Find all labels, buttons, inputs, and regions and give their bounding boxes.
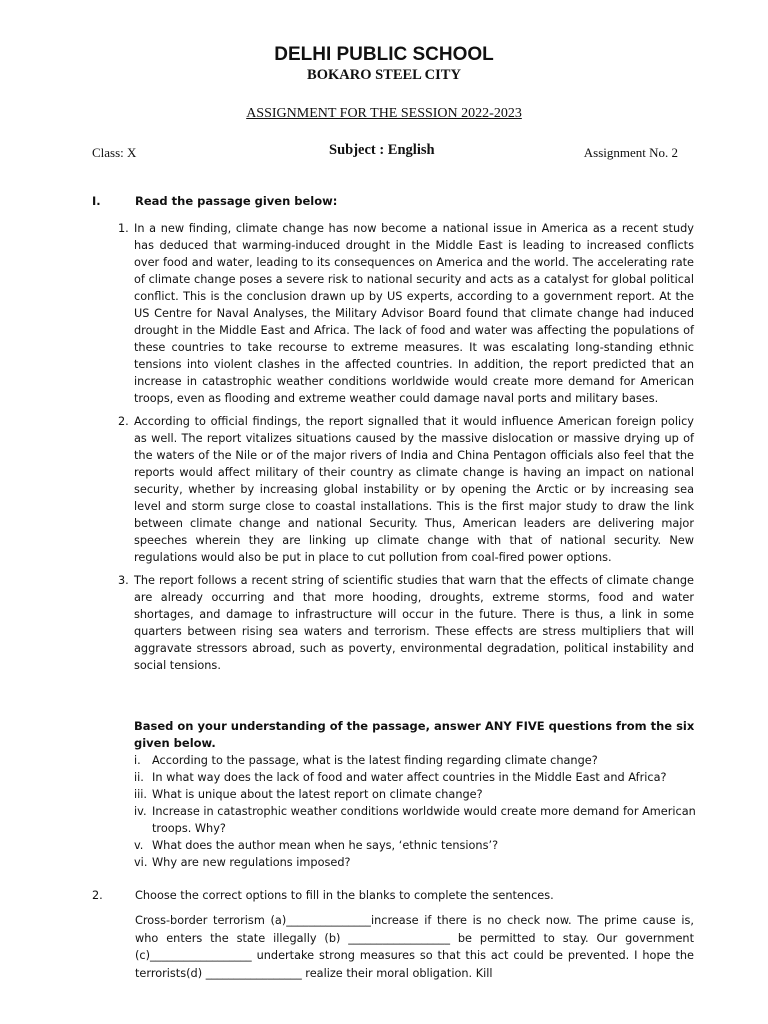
question-text: Increase in catastrophic weather conditions worldwide would create more demand for American troops. Why?	[152, 805, 696, 835]
question-item	[134, 803, 700, 837]
question-number: i.	[134, 754, 141, 767]
question-item	[134, 854, 700, 871]
questions-heading: Based on your understanding of the passage, answer ANY FIVE questions from the six given below.	[134, 719, 695, 750]
meta-row	[92, 142, 686, 162]
school-name: DELHI PUBLIC SCHOOL	[274, 44, 494, 65]
paragraph-text: According to official findings, the report signalled that it would influence American foreign policy as well. The report vitalizes situations caused by the massive dislocation or massive drying up of the waters of the Nile or of the major rivers of India and China Pentagon officials also feel that the reports would affect military of their country as climate change is having an impact on national security, whether by increasing global instability or by opening the Arctic or by increasing sea level and storm surge close to coastal installations. This is the first major study to draw the link between climate change and national Security. Thus, American leaders are delivering major speeches wherein they are linking up climate change with that of national security. New regulations would also be put in place to cut pollution from coal-fired power options.	[134, 415, 694, 564]
paragraph-text: In a new finding, climate change has now become a national issue in America as a recent study has deduced that warming-induced drought in the Middle East is leading to increased conflicts over food and water, leading to its consequences on America and the world. The accelerating rate of climate change poses a severe risk to national security and acts as a catalyst for global political conflict. This is the conclusion drawn up by US experts, according to a government report. At the US Centre for Naval Analyses, the Military Advisor Board found that climate change had induced drought in the Middle East and Africa. The lack of food and water was affecting the populations of these countries to take recourse to extreme measures. It was escalating long-standing ethnic tensions into violent clashes in the affected countries. In addition, the report predicted that an increase in catastrophic weather conditions worldwide would create more demand for American troops, even as flooding and extreme weather could damage naval ports and military bases.	[134, 222, 694, 405]
paragraph-number: 3.	[118, 574, 129, 587]
question-text: What is unique about the latest report on climate change?	[152, 788, 483, 801]
section-1-number: I.	[92, 194, 101, 208]
section-2-instruction: Choose the correct options to fill in the blanks to complete the sentences.	[135, 889, 554, 902]
question-item	[134, 769, 700, 786]
fill-in-the-blanks-passage: Cross-border terrorism (a)_______________increase if there is no check now. The prime cause is, who enters the state illegally (b) __________________ be permitted to stay. Our government (c)__________________ undertake strong measures so that this act could be prevented. I hope the terrorists(d) _________________ realize their moral obligation. Kill	[135, 914, 694, 980]
section-1-title: Read the passage given below:	[135, 194, 338, 208]
passage-paragraph	[118, 220, 694, 407]
passage-paragraph	[118, 413, 694, 566]
question-number: vi.	[134, 856, 148, 869]
subject-label: Subject : English	[329, 142, 435, 158]
paragraph-text: The report follows a recent string of scientific studies that warn that the effects of climate change are already occurring and that more hooding, droughts, extreme storms, food and water shortages, and damage to infrastructure will occur in the future. There is thus, a link in some quarters between rising sea waters and terrorism. These effects are stress multipliers that will aggravate stressors abroad, such as poverty, environmental degradation, political instability and social tensions.	[134, 574, 694, 672]
assignment-number: Assignment No. 2	[583, 145, 678, 160]
question-item	[134, 752, 700, 769]
assignment-title: ASSIGNMENT FOR THE SESSION 2022-2023	[246, 106, 522, 121]
question-number: ii.	[134, 771, 144, 784]
question-text: What does the author mean when he says, ‘ethnic tensions’?	[152, 839, 499, 852]
question-text: According to the passage, what is the latest finding regarding climate change?	[152, 754, 598, 767]
question-item	[134, 837, 700, 854]
question-text: In what way does the lack of food and water affect countries in the Middle East and Africa?	[152, 771, 667, 784]
question-item	[134, 786, 700, 803]
reading-passage	[118, 220, 694, 680]
class-label: Class: X	[92, 145, 137, 160]
questions-block	[134, 718, 700, 871]
question-number: iii.	[134, 788, 148, 801]
paragraph-number: 1.	[118, 222, 129, 235]
question-number: iv.	[134, 805, 147, 818]
question-number: v.	[134, 839, 144, 852]
passage-paragraph	[118, 572, 694, 674]
school-city: BOKARO STEEL CITY	[307, 67, 461, 83]
section-2-number: 2.	[92, 889, 103, 902]
paragraph-number: 2.	[118, 415, 129, 428]
question-text: Why are new regulations imposed?	[152, 856, 351, 869]
